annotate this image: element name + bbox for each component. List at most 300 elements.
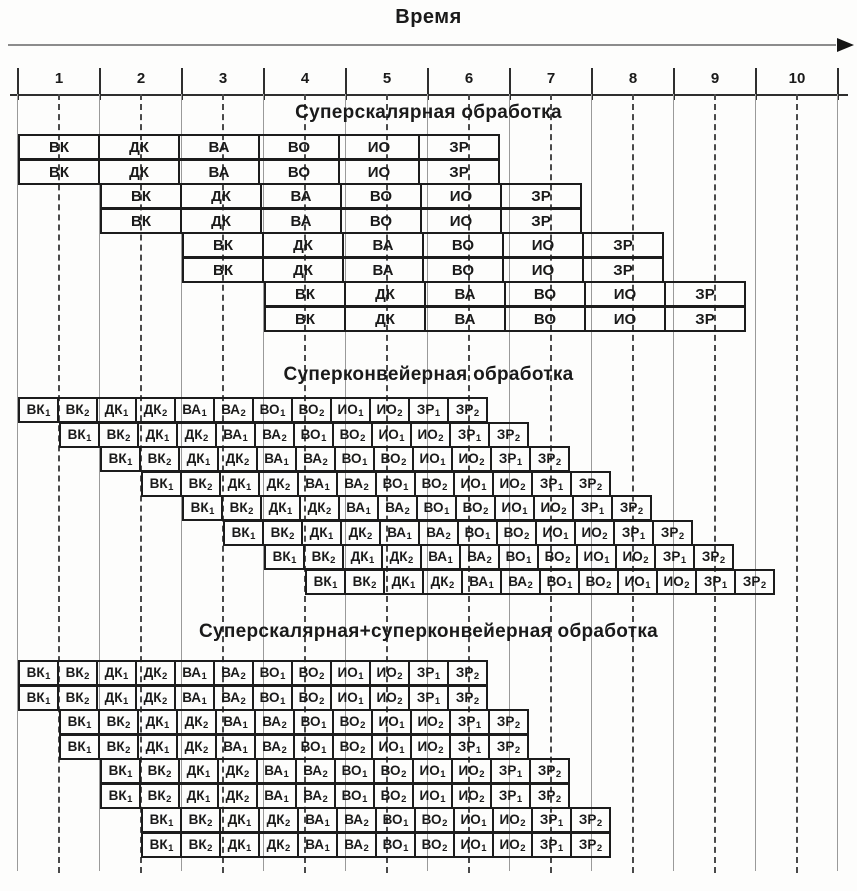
stage-cell [297,807,338,833]
stage-subscript: 2 [207,842,213,854]
stage-label: ЗР [496,739,515,755]
stage-cell [369,685,410,711]
stage-label: ЗР [578,476,597,492]
stage-subscript: 1 [399,744,405,756]
stage-cell [100,758,141,784]
stage-label: ВА [344,812,364,828]
stage-subscript: 2 [367,530,373,542]
stage-cell [576,544,617,570]
stage-cell: ДК [262,232,344,258]
stage-cell [254,709,295,735]
stage-subscript: 2 [684,579,690,591]
stage-cell [336,832,377,858]
stage-subscript: 1 [324,817,330,829]
stage-cell [254,734,295,760]
stage-cell [252,660,293,686]
stage-label: ИО [458,451,479,467]
stage-subscript: 1 [481,817,487,829]
stage-label: ВК [190,500,209,516]
stage-subscript: 1 [86,719,92,731]
stage-label: ЗР [455,402,474,418]
stage-label: ВК [108,451,127,467]
stage-cell [412,783,453,809]
stage-cell [611,495,652,521]
stage-cell [178,783,219,809]
time-axis-arrow [8,44,836,46]
stage-label: ЗР [539,812,558,828]
stage-label: ВА [264,451,284,467]
stage-cell [293,734,334,760]
stage-cell [529,758,570,784]
stage-subscript: 2 [565,554,571,566]
stage-subscript: 2 [442,817,448,829]
stage-cell [375,807,416,833]
stage-subscript: 2 [438,744,444,756]
stage-label: ВА [182,690,202,706]
stage-label: ДК [348,525,367,541]
stage-subscript: 1 [358,407,364,419]
stage-subscript: 1 [205,793,211,805]
instruction-row [100,446,570,472]
stage-subscript: 2 [330,554,336,566]
stage-cell: ЗР [500,183,582,209]
stage-cell [533,495,574,521]
stage-cell [219,832,260,858]
stage-cell [59,734,100,760]
stage-subscript: 2 [162,695,168,707]
stage-subscript: 1 [440,768,446,780]
stage-subscript: 2 [125,719,131,731]
stage-cell: ВО [340,208,422,234]
stage-subscript: 2 [248,505,254,517]
stage-cell [336,471,377,497]
stage-cell [410,709,451,735]
stage-cell [488,709,529,735]
stage-cell: ИО [584,306,666,332]
stage-cell [260,495,301,521]
stage-cell [613,520,654,546]
stage-cell [252,397,293,423]
stage-label: ВА [344,837,364,853]
stage-label: ИО [499,812,520,828]
stage-cell [297,832,338,858]
stage-subscript: 2 [203,744,209,756]
instruction-row [18,660,488,686]
stage-label: ВА [467,549,487,565]
stage-subscript: 2 [473,670,480,682]
stage-label: ВК [188,837,207,853]
instruction-row [100,783,570,809]
stage-subscript: 1 [369,554,375,566]
stage-label: ВО [380,451,401,467]
stage-label: ИО [378,714,399,730]
stage-cell [262,520,303,546]
stage-subscript: 2 [606,579,612,591]
stage-cell [408,397,449,423]
stage-label: ВК [106,427,125,443]
stage-cell [96,685,137,711]
stage-subscript: 2 [678,530,685,542]
stage-cell [98,422,139,448]
stage-label: ЗР [498,788,517,804]
stage-cell [18,660,59,686]
stage-cell [492,471,533,497]
stage-label: ИО [499,476,520,492]
stage-subscript: 1 [164,432,170,444]
stage-cell [299,495,340,521]
stage-label: ДК [145,739,164,755]
stage-label: ИО [460,476,481,492]
stage-cell [59,422,100,448]
stage-cell [490,758,531,784]
stage-label: ДК [266,476,285,492]
stage-cell [301,520,342,546]
stage-subscript: 1 [721,579,728,591]
stage-cell [217,446,258,472]
stage-cell [572,495,613,521]
stage-label: ВА [426,525,446,541]
stage-cell: ВК [182,232,264,258]
stage-cell [258,832,299,858]
stage-cell [135,397,176,423]
stage-subscript: 2 [363,481,369,493]
stage-label: ДК [104,690,123,706]
stage-label: ВК [147,763,166,779]
ruler-number: 5 [382,70,392,87]
stage-cell [449,422,490,448]
instruction-row [141,832,611,858]
stage-label: ВА [223,427,243,443]
stage-subscript: 2 [479,793,485,805]
stage-label: ВА [223,714,243,730]
stage-subscript: 2 [520,481,526,493]
stage-cell [453,807,494,833]
stage-label: ЗР [457,427,476,443]
stage-subscript: 2 [719,554,726,566]
stage-subscript: 2 [438,432,444,444]
stage-label: ДК [266,812,285,828]
stage-label: ВА [262,714,282,730]
ruler-number: 6 [464,70,474,87]
stage-subscript: 2 [285,481,291,493]
stage-cell: ДК [344,306,426,332]
stage-subscript: 1 [645,579,651,591]
stage-subscript: 2 [360,744,366,756]
stage-cell [139,446,180,472]
stage-cell [451,758,492,784]
stage-label: ДК [186,451,205,467]
stage-subscript: 2 [363,842,369,854]
stage-cell: ИО [420,208,502,234]
stage-cell: ДК [98,159,180,185]
stage-subscript: 1 [283,793,289,805]
stage-label: ВА [221,665,241,681]
stage-subscript: 2 [162,407,168,419]
stage-label: ДК [225,788,244,804]
stage-cell: ВО [504,281,586,307]
stage-label: ВО [341,788,362,804]
stage-cell: ВА [424,306,506,332]
stage-label: ДК [266,837,285,853]
stage-label: ВК [67,427,86,443]
stage-cell: ЗР [418,159,500,185]
stage-subscript: 1 [358,670,364,682]
stage-subscript: 1 [280,407,286,419]
stage-label: ИО [663,574,684,590]
stage-cell [141,471,182,497]
stage-label: ИО [378,427,399,443]
stage-label: ВО [464,525,485,541]
stage-subscript: 2 [514,719,521,731]
stage-cell [340,520,381,546]
stage-subscript: 2 [244,456,250,468]
stage-subscript: 1 [680,554,687,566]
stage-subscript: 2 [322,456,328,468]
stage-subscript: 2 [524,530,530,542]
stage-cell [420,544,461,570]
stage-label: ВК [67,714,86,730]
instruction-row [59,422,529,448]
stage-subscript: 1 [201,670,207,682]
stage-cell: ДК [344,281,426,307]
stage-cell: ВА [342,232,424,258]
stage-subscript: 1 [123,407,129,419]
instruction-row [182,257,664,283]
stage-label: ВА [385,500,405,516]
stage-label: ЗР [498,451,517,467]
stage-cell [342,544,383,570]
stage-cell [375,832,416,858]
grid-line-dashed [796,94,798,873]
stage-cell [98,709,139,735]
time-axis-label: Время [395,6,462,28]
stage-label: ДК [268,500,287,516]
stage-cell [578,569,619,595]
stage-subscript: 2 [84,670,90,682]
grid-line-solid [17,94,18,871]
stage-cell: ИО [338,134,420,160]
section-title: Суперскалярная+суперконвейерная обработка [198,621,658,642]
stage-label: ЗР [537,763,556,779]
stage-subscript: 1 [123,670,129,682]
stage-label: ВА [264,788,284,804]
stage-label: ЗР [416,665,435,681]
stage-cell [336,807,377,833]
stage-cell: ВК [182,257,264,283]
stage-cell [180,471,221,497]
stage-cell: ЗР [418,134,500,160]
stage-cell: ДК [180,208,262,234]
stage-cell [412,446,453,472]
stage-cell [141,807,182,833]
stage-label: ДК [227,837,246,853]
stage-cell [338,495,379,521]
stage-subscript: 1 [164,719,170,731]
stage-cell [100,783,141,809]
stage-subscript: 2 [397,695,403,707]
stage-subscript: 2 [322,768,328,780]
stage-subscript: 1 [242,744,248,756]
stage-subscript: 2 [401,456,407,468]
stage-label: ИО [458,788,479,804]
stage-cell [141,832,182,858]
stage-label: ЗР [578,837,597,853]
stage-cell [295,783,336,809]
stage-cell: ВА [260,208,342,234]
instruction-row [305,569,775,595]
stage-subscript: 1 [283,456,289,468]
stage-subscript: 2 [445,530,451,542]
stage-label: ВО [300,739,321,755]
stage-subscript: 1 [481,842,487,854]
stage-cell [494,495,535,521]
stage-subscript: 1 [563,530,569,542]
stage-label: ВО [259,665,280,681]
stage-label: ИО [624,574,645,590]
stage-cell [256,446,297,472]
stage-subscript: 1 [291,554,297,566]
stage-cell [379,520,420,546]
stage-cell: ЗР [664,306,746,332]
stage-label: ЗР [496,427,515,443]
stage-cell: ИО [502,257,584,283]
stage-cell [537,544,578,570]
stage-label: ИО [417,427,438,443]
stage-subscript: 1 [287,505,293,517]
stage-subscript: 1 [332,579,338,591]
stage-cell: ВО [340,183,422,209]
stage-cell [213,660,254,686]
stage-label: ВА [303,788,323,804]
stage-subscript: 1 [164,744,170,756]
stage-label: ВК [311,549,330,565]
stage-label: ЗР [539,837,558,853]
stage-subscript: 1 [516,456,523,468]
stage-label: ВА [508,574,528,590]
stage-cell [570,471,611,497]
stage-cell [488,734,529,760]
stage-cell: ВК [18,159,100,185]
stage-cell [176,734,217,760]
stage-label: ЗР [701,549,720,565]
stage-label: ЗР [703,574,722,590]
stage-cell: ДК [98,134,180,160]
stage-subscript: 1 [488,579,494,591]
stage-cell [418,520,459,546]
stage-label: ДК [309,525,328,541]
arrow-head-icon [837,38,854,52]
stage-label: ИО [501,500,522,516]
stage-subscript: 1 [604,554,610,566]
stage-label: ВК [188,812,207,828]
stage-cell [174,660,215,686]
stage-label: ИО [376,402,397,418]
stage-cell [410,734,451,760]
stage-label: ВО [298,665,319,681]
stage-subscript: 1 [280,670,286,682]
instruction-row [59,709,529,735]
grid-line-solid [837,94,838,871]
instruction-row [141,807,611,833]
stage-subscript: 2 [319,670,325,682]
stage-subscript: 2 [514,432,521,444]
stage-label: ДК [184,714,203,730]
stage-cell [291,660,332,686]
stage-cell [383,569,424,595]
stage-cell [334,758,375,784]
stage-subscript: 2 [555,768,562,780]
stage-subscript: 2 [240,407,246,419]
stage-cell [410,422,451,448]
stage-cell: ЗР [664,281,746,307]
stage-subscript: 1 [557,817,564,829]
stage-label: ВК [272,549,291,565]
stage-cell [18,397,59,423]
stage-cell [258,471,299,497]
stage-subscript: 1 [557,481,564,493]
stage-label: ВА [305,837,325,853]
stage-cell [217,758,258,784]
stage-cell: ИО [420,183,502,209]
stage-subscript: 2 [207,481,213,493]
stage-subscript: 2 [555,793,562,805]
stage-label: ЗР [662,549,681,565]
stage-cell: ВО [504,306,586,332]
stage-label: ДК [430,574,449,590]
stage-cell [449,734,490,760]
stage-label: ВА [264,763,284,779]
stage-cell [264,544,305,570]
stage-subscript: 1 [246,481,252,493]
stage-label: ВК [352,574,371,590]
stage-cell [174,397,215,423]
stage-subscript: 2 [596,481,603,493]
stage-cell [330,660,371,686]
stage-cell [408,660,449,686]
stage-cell [332,709,373,735]
stage-cell: ИО [338,159,420,185]
stage-subscript: 1 [434,695,441,707]
stage-cell [295,758,336,784]
stage-cell [492,807,533,833]
stage-cell: ДК [262,257,344,283]
stage-subscript: 1 [86,432,92,444]
stage-subscript: 1 [321,744,327,756]
stage-cell [139,783,180,809]
stage-cell: ИО [584,281,666,307]
stage-label: ВА [223,739,243,755]
stage-label: ВО [503,525,524,541]
stage-cell [213,397,254,423]
stage-cell: ВО [258,159,340,185]
stage-cell [215,422,256,448]
stage-subscript: 2 [520,817,526,829]
stage-cell: ЗР [500,208,582,234]
stage-label: ВК [149,476,168,492]
stage-label: ИО [376,665,397,681]
stage-label: ВК [229,500,248,516]
instruction-row [264,544,734,570]
stage-subscript: 1 [598,505,605,517]
stage-subscript: 1 [440,456,446,468]
stage-subscript: 2 [281,719,287,731]
stage-label: ИО [378,739,399,755]
stage-label: ВА [305,476,325,492]
stage-label: ВО [585,574,606,590]
stage-subscript: 1 [399,719,405,731]
stage-subscript: 2 [527,579,533,591]
stage-label: ВА [303,763,323,779]
